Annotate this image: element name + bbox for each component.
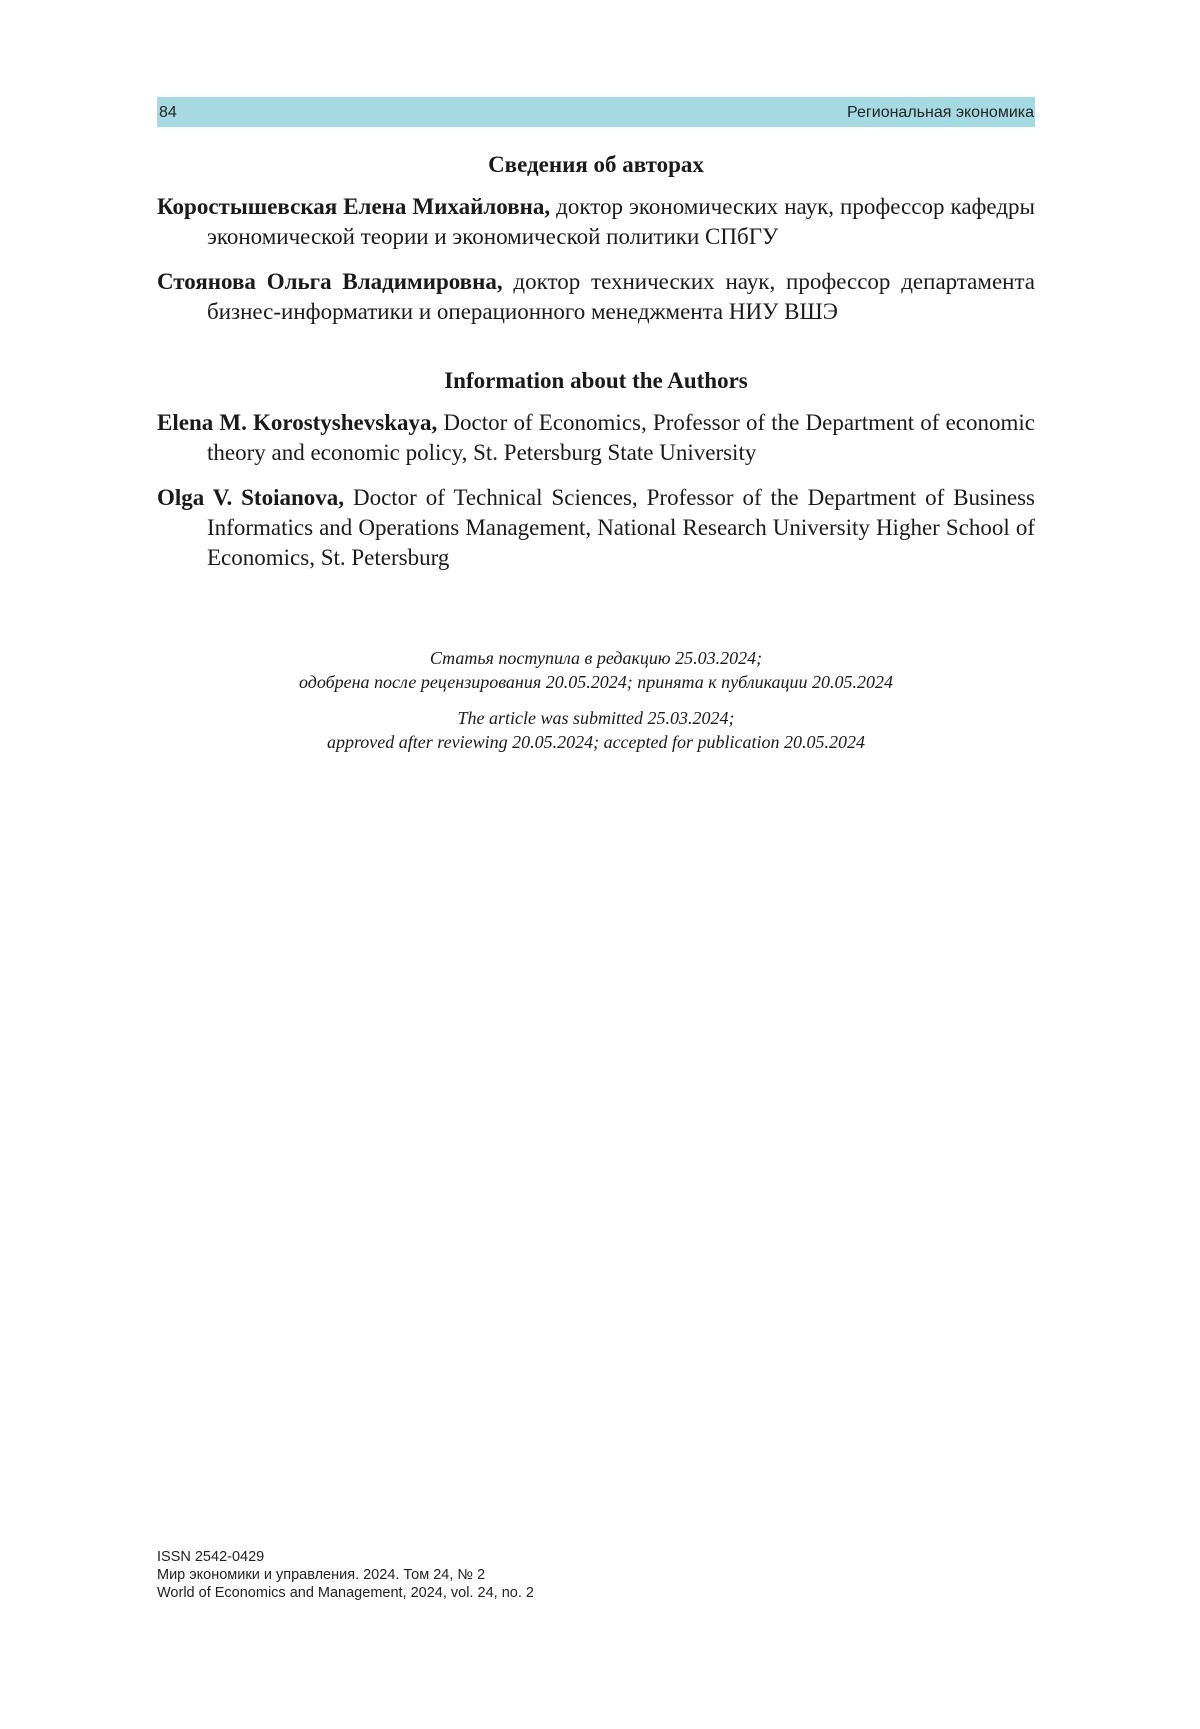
issn: ISSN 2542-0429 [157,1549,265,1565]
dates-en-block [157,706,1035,754]
journal-citation-ru: Мир экономики и управления. 2024. Том 24, № 2 [157,1567,486,1583]
page-number: 84 [159,104,177,121]
author-info: Doctor of Technical Sciences, Professor of the Department of Business Informatics and Operations Management, National Research University Higher School of Economics, St. Petersburg [207,485,1035,570]
author-entry-en [157,483,1035,573]
author-entry-ru [157,267,1035,327]
author-name: Olga V. Stoianova, [157,485,345,510]
author-name: Коростышевская Елена Михайловна, [157,194,551,219]
author-name: Стоянова Ольга Владимировна, [157,269,503,294]
author-entry-en [157,408,1035,468]
dates-ru-line: одобрена после рецензирования 20.05.2024; принята к публикации 20.05.2024 [298,672,894,692]
dates-en-line: The article was submitted 25.03.2024; [457,708,735,728]
dates-ru-line: Статья поступила в редакцию 25.03.2024; [429,648,763,668]
author-info: Doctor of Economics, Professor of the Department of economic theory and economic policy, St. Petersburg State University [207,410,1035,465]
author-info: доктор экономических наук, профессор кафедры экономической теории и экономической политики СПбГУ [207,194,1035,249]
authors-title-en: Information about the Authors [444,368,748,393]
dates-en-line: approved after reviewing 20.05.2024; accepted for publication 20.05.2024 [326,732,866,752]
author-info: доктор технических наук, профессор департамента бизнес-информатики и операционного менеджмента НИУ ВШЭ [207,269,1036,324]
page-footer [157,1548,534,1602]
article-dates [157,646,1035,754]
section-title: Региональная экономика [847,104,1034,121]
authors-section [157,148,1035,754]
running-header [157,97,1035,127]
author-entry-ru [157,192,1035,252]
author-name: Elena M. Korostyshevskaya, [157,410,438,435]
journal-citation-en: World of Economics and Management, 2024, vol. 24, no. 2 [157,1585,534,1601]
authors-title-ru: Сведения об авторах [488,152,704,177]
